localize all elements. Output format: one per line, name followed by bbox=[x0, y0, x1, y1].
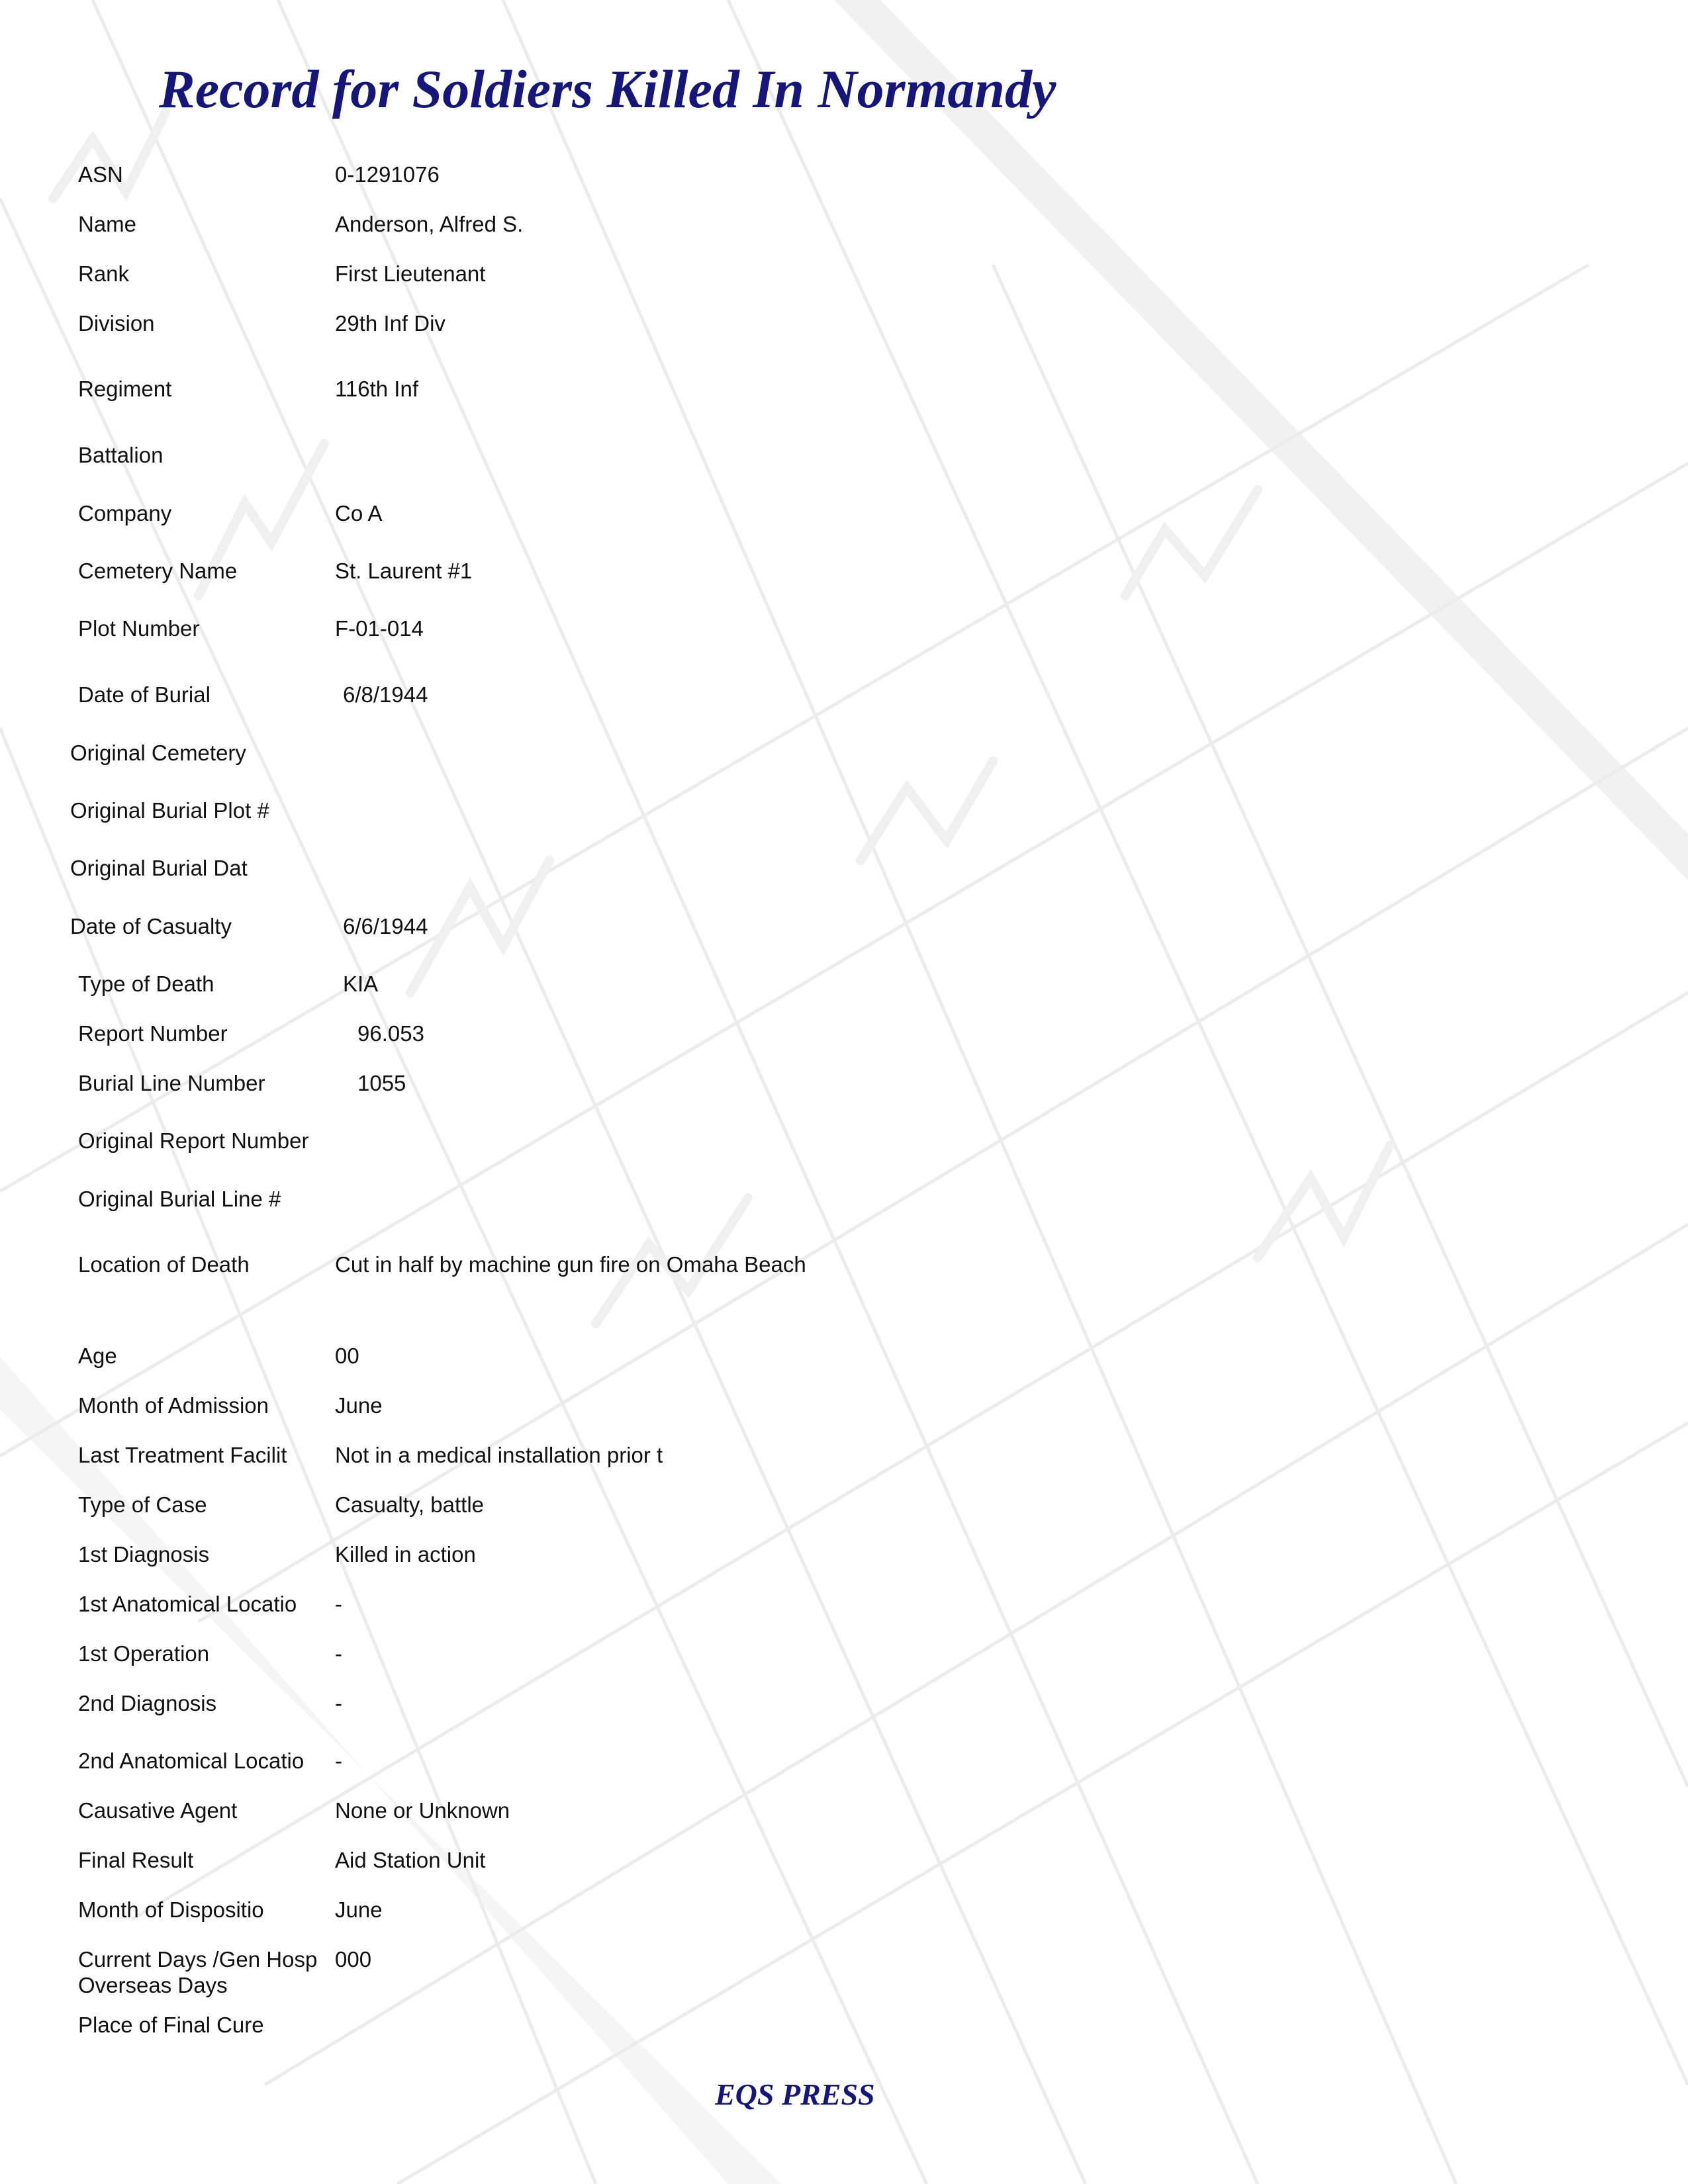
field-label: Last Treatment Facilit bbox=[78, 1443, 287, 1467]
field-2nd-diagnosis bbox=[0, 1690, 1688, 1730]
field-original-cemetery bbox=[0, 740, 1688, 780]
publisher-footer: EQS PRESS bbox=[715, 2077, 875, 2111]
field-original-burial-date bbox=[0, 855, 1688, 895]
field-original-report-number bbox=[0, 1128, 1688, 1167]
field-value: Aid Station Unit bbox=[335, 1848, 486, 1872]
field-rank bbox=[0, 261, 1688, 300]
field-value: Anderson, Alfred S. bbox=[335, 212, 524, 236]
field-label: Causative Agent bbox=[78, 1798, 238, 1823]
field-value: 000 bbox=[335, 1947, 372, 1972]
field-overseas-days bbox=[0, 1972, 1688, 2012]
field-value: 00 bbox=[335, 1343, 359, 1368]
field-label: 2nd Diagnosis bbox=[78, 1691, 217, 1715]
field-label: 1st Operation bbox=[78, 1641, 210, 1666]
field-label: Original Cemetery bbox=[70, 741, 246, 765]
field-label: Month of Admission bbox=[78, 1393, 269, 1418]
field-asn bbox=[0, 161, 1688, 201]
field-label: Date of Casualty bbox=[70, 914, 232, 938]
field-value: Not in a medical installation prior t bbox=[335, 1443, 663, 1467]
field-battalion bbox=[0, 442, 1688, 482]
field-2nd-anatomical-location bbox=[0, 1748, 1688, 1788]
field-value: 6/6/1944 bbox=[343, 914, 428, 938]
field-value: 116th Inf bbox=[335, 377, 418, 401]
field-value: June bbox=[335, 1897, 383, 1922]
field-label: Plot Number bbox=[78, 616, 200, 641]
field-label: Regiment bbox=[78, 377, 172, 401]
field-1st-anatomical-location bbox=[0, 1591, 1688, 1631]
field-label: Original Burial Dat bbox=[70, 856, 248, 880]
field-value: F-01-014 bbox=[335, 616, 424, 641]
field-original-burial-line bbox=[0, 1186, 1688, 1226]
field-type-of-case bbox=[0, 1492, 1688, 1531]
field-label: Report Number bbox=[78, 1021, 228, 1046]
field-value: St. Laurent #1 bbox=[335, 559, 473, 583]
field-final-result bbox=[0, 1847, 1688, 1887]
field-value: 1055 bbox=[357, 1071, 406, 1095]
field-regiment bbox=[0, 376, 1688, 416]
field-company bbox=[0, 500, 1688, 540]
field-value: 6/8/1944 bbox=[343, 682, 428, 707]
field-label: Company bbox=[78, 501, 172, 525]
field-division bbox=[0, 310, 1688, 350]
field-label: Age bbox=[78, 1343, 117, 1368]
field-age bbox=[0, 1343, 1688, 1383]
field-type-of-death bbox=[0, 971, 1688, 1011]
field-month-of-admission bbox=[0, 1392, 1688, 1432]
field-label: Original Report Number bbox=[78, 1128, 309, 1153]
field-value: KIA bbox=[343, 972, 379, 996]
field-value: None or Unknown bbox=[335, 1798, 510, 1823]
field-value: - bbox=[335, 1592, 342, 1616]
field-value: Killed in action bbox=[335, 1542, 476, 1567]
field-date-of-casualty bbox=[0, 913, 1688, 953]
field-label: Burial Line Number bbox=[78, 1071, 265, 1095]
field-label: Final Result bbox=[78, 1848, 194, 1872]
field-plot-number bbox=[0, 615, 1688, 655]
field-label: Cemetery Name bbox=[78, 559, 238, 583]
field-report-number bbox=[0, 1021, 1688, 1060]
field-label: 1st Anatomical Locatio bbox=[78, 1592, 297, 1616]
field-label: Location of Death bbox=[78, 1252, 250, 1277]
field-value: - bbox=[335, 1691, 342, 1715]
field-label: Original Burial Plot # bbox=[70, 798, 269, 823]
field-1st-diagnosis bbox=[0, 1541, 1688, 1581]
field-causative-agent bbox=[0, 1797, 1688, 1837]
field-value: Cut in half by machine gun fire on Omaha Beach bbox=[335, 1252, 806, 1277]
field-month-of-disposition bbox=[0, 1897, 1688, 1936]
field-place-of-final-cure bbox=[0, 2012, 1688, 2052]
field-1st-operation bbox=[0, 1641, 1688, 1680]
field-original-burial-plot bbox=[0, 797, 1688, 837]
field-label: Month of Dispositio bbox=[78, 1897, 264, 1922]
field-value: June bbox=[335, 1393, 383, 1418]
field-value: Co A bbox=[335, 501, 383, 525]
field-label: Name bbox=[78, 212, 137, 236]
field-date-of-burial bbox=[0, 682, 1688, 721]
field-label: Current Days /Gen Hosp bbox=[78, 1947, 318, 1972]
field-label: Division bbox=[78, 311, 155, 336]
field-value: - bbox=[335, 1749, 342, 1773]
field-value: 96.053 bbox=[357, 1021, 424, 1046]
field-cemetery-name bbox=[0, 558, 1688, 598]
field-label: 2nd Anatomical Locatio bbox=[78, 1749, 305, 1773]
field-label: Battalion bbox=[78, 443, 164, 467]
field-label: ASN bbox=[78, 162, 123, 187]
field-value: Casualty, battle bbox=[335, 1492, 485, 1517]
field-label: 1st Diagnosis bbox=[78, 1542, 210, 1567]
page-title: Record for Soldiers Killed In Normandy bbox=[159, 59, 1056, 119]
field-last-treatment-facility bbox=[0, 1442, 1688, 1482]
field-value: 0-1291076 bbox=[335, 162, 440, 187]
field-label: Rank bbox=[78, 261, 130, 286]
field-label: Type of Death bbox=[78, 972, 214, 996]
field-label: Date of Burial bbox=[78, 682, 211, 707]
field-name bbox=[0, 211, 1688, 251]
field-value: First Lieutenant bbox=[335, 261, 486, 286]
field-label: Original Burial Line # bbox=[78, 1187, 281, 1211]
field-label: Place of Final Cure bbox=[78, 2013, 264, 2037]
field-value: - bbox=[335, 1641, 342, 1666]
field-burial-line-number bbox=[0, 1070, 1688, 1110]
field-value: 29th Inf Div bbox=[335, 311, 445, 336]
field-location-of-death bbox=[0, 1251, 1688, 1291]
field-label: Overseas Days bbox=[78, 1973, 228, 1997]
field-label: Type of Case bbox=[78, 1492, 207, 1517]
